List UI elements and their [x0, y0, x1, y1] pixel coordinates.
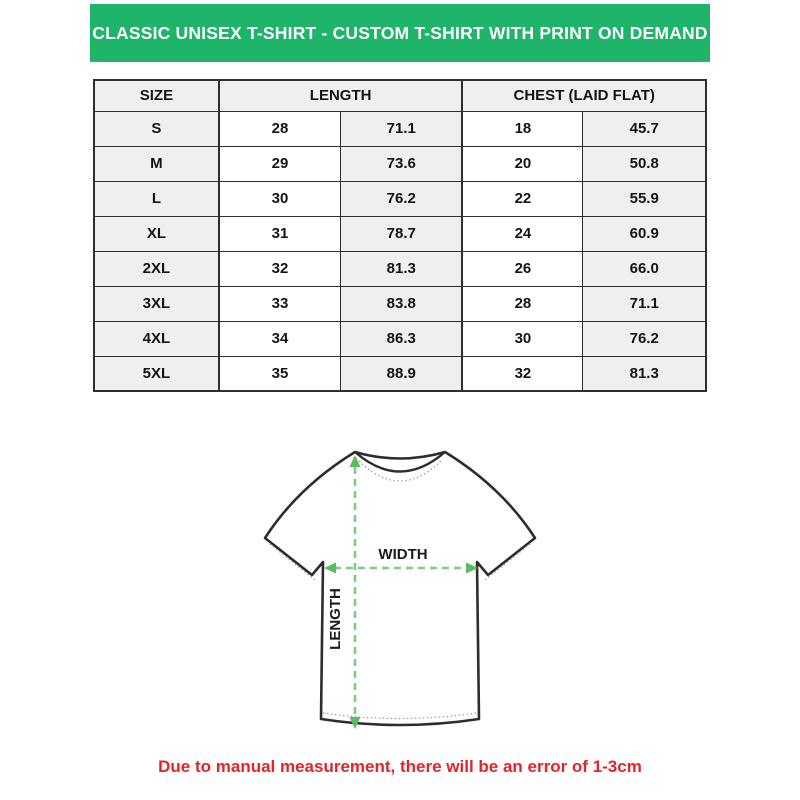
chest-inches-cell: 32 [462, 356, 583, 391]
chest-cm-cell: 81.3 [583, 356, 706, 391]
size-cell: M [94, 146, 219, 181]
length-cm-cell: 73.6 [341, 146, 463, 181]
size-cell: S [94, 111, 219, 146]
table-row [94, 216, 706, 251]
length-cm-cell: 76.2 [341, 181, 463, 216]
size-cell: L [94, 181, 219, 216]
chest-cm-cell: 60.9 [583, 216, 706, 251]
length-cm-cell: 83.8 [341, 286, 463, 321]
length-inches-cell: 32 [219, 251, 341, 286]
length-inches-cell: 35 [219, 356, 341, 391]
size-cell: XL [94, 216, 219, 251]
chest-inches-cell: 30 [462, 321, 583, 356]
size-cell: 5XL [94, 356, 219, 391]
column-header-chest: CHEST (LAID FLAT) [462, 80, 706, 111]
table-row [94, 111, 706, 146]
length-inches-cell: 31 [219, 216, 341, 251]
chest-inches-cell: 18 [462, 111, 583, 146]
page-title: CLASSIC UNISEX T-SHIRT - CUSTOM T-SHIRT WITH PRINT ON DEMAND [92, 22, 708, 43]
table-row [94, 181, 706, 216]
size-cell: 2XL [94, 251, 219, 286]
chest-inches-cell: 26 [462, 251, 583, 286]
column-header-size: SIZE [94, 80, 219, 111]
chest-inches-cell: 24 [462, 216, 583, 251]
chest-cm-cell: 55.9 [583, 181, 706, 216]
table-header-row [94, 80, 706, 111]
table-row [94, 146, 706, 181]
length-cm-cell: 71.1 [341, 111, 463, 146]
length-cm-cell: 86.3 [341, 321, 463, 356]
length-inches-cell: 29 [219, 146, 341, 181]
column-header-length: LENGTH [219, 80, 463, 111]
chest-cm-cell: 66.0 [583, 251, 706, 286]
length-cm-cell: 78.7 [341, 216, 463, 251]
length-arrow-label: LENGTH [327, 588, 344, 650]
chest-cm-cell: 50.8 [583, 146, 706, 181]
table-row [94, 251, 706, 286]
chest-inches-cell: 20 [462, 146, 583, 181]
table-row [94, 286, 706, 321]
title-banner [90, 4, 710, 62]
chest-cm-cell: 76.2 [583, 321, 706, 356]
length-inches-cell: 34 [219, 321, 341, 356]
measurement-error-note: Due to manual measurement, there will be an error of 1-3cm [158, 757, 642, 776]
chest-inches-cell: 28 [462, 286, 583, 321]
length-inches-cell: 28 [219, 111, 341, 146]
length-cm-cell: 81.3 [341, 251, 463, 286]
size-chart-table [93, 79, 707, 392]
table-row [94, 321, 706, 356]
length-inches-cell: 33 [219, 286, 341, 321]
table-row [94, 356, 706, 391]
tshirt-measurement-diagram [240, 435, 560, 755]
length-cm-cell: 88.9 [341, 356, 463, 391]
width-arrow-label: WIDTH [378, 546, 428, 563]
size-cell: 3XL [94, 286, 219, 321]
length-inches-cell: 30 [219, 181, 341, 216]
chest-cm-cell: 71.1 [583, 286, 706, 321]
size-cell: 4XL [94, 321, 219, 356]
chest-cm-cell: 45.7 [583, 111, 706, 146]
chest-inches-cell: 22 [462, 181, 583, 216]
tshirt-outline [265, 452, 535, 725]
